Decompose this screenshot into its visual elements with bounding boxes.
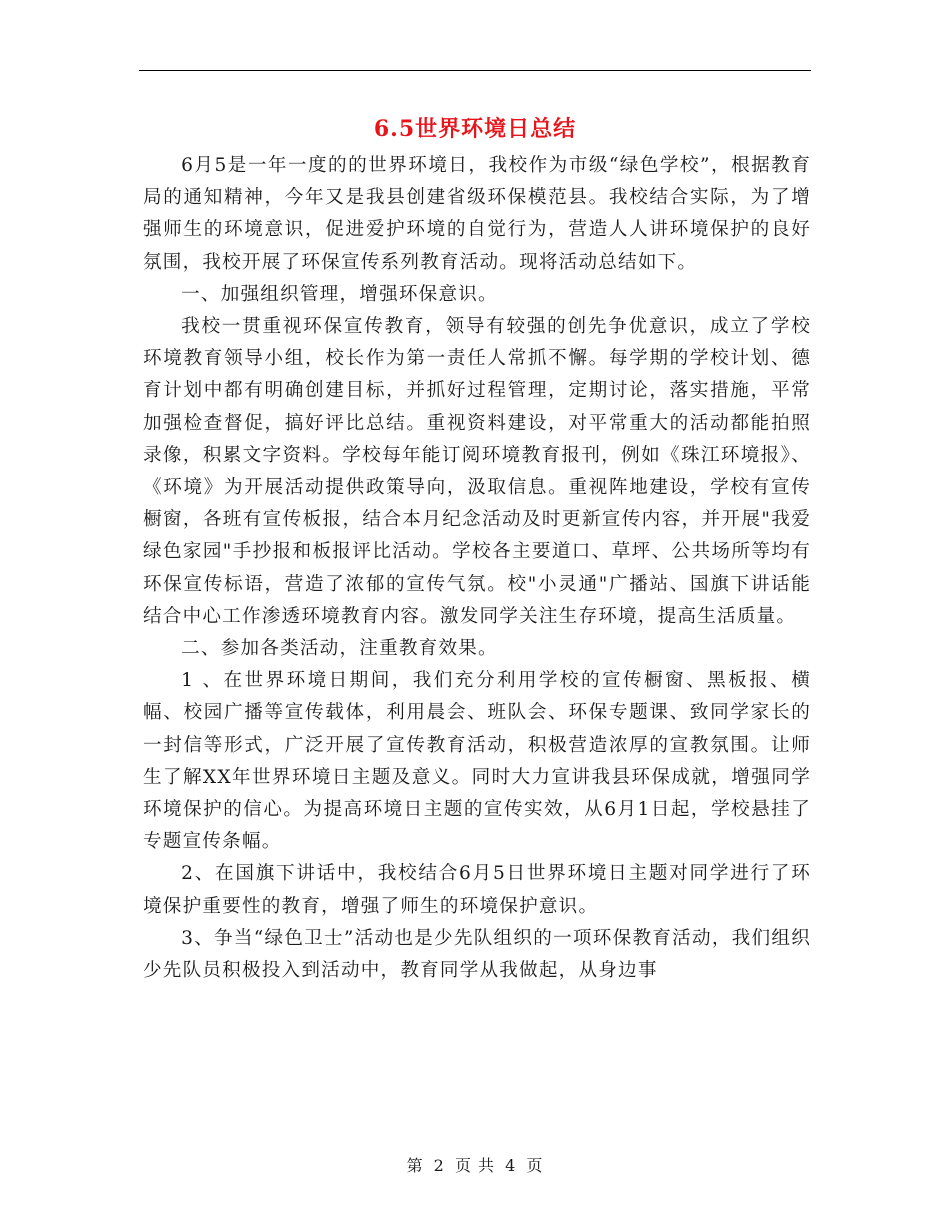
paragraph-organization: 我校一贯重视环保宣传教育，领导有较强的创先争优意识，成立了学校环境教育领导小组，校长作为第一责任人常抓不懈。每学期的学校计划、德育计划中都有明确创建目标，并抓好过程管理，定期讨论，落实措施，平常加强检查督促，搞好评比总结。重视资料建设，对平常重大的活动都能拍照录像，积累文字资料。学校每年能订阅环境教育报刊，例如《珠江环境报》、《环境》为开展活动提供政策导向，汲取信息。重视阵地建设，学校有宣传橱窗，各班有宣传板报，结合本月纪念活动及时更新宣传内容，并开展"我爱绿色家园"手抄报和板报评比活动。学校各主要道口、草坪、公共场所等均有环保宣传标语，营造了浓郁的宣传气氛。校"小灵通"广播站、国旗下讲话能结合中心工作渗透环境教育内容。激发同学关注生存环境，提高生活质量。 — [143, 316, 811, 627]
footer-current-page: 2 — [433, 1156, 445, 1175]
document-body — [143, 150, 811, 987]
paragraph-item-1: 1 、在世界环境日期间，我们充分利用学校的宣传橱窗、黑板报、横幅、校园广播等宣传载体，利用晨会、班队会、环保专题课、致同学家长的一封信等形式，广泛开展了宣传教育活动，积极营造浓厚的宣教氛围。让师生了解XX年世界环境日主题及意义。同时大力宣讲我县环保成就，增强同学环境保护的信心。为提高环境日主题的宣传实效，从6月1日起，学校悬挂了专题宣传条幅。 — [143, 670, 811, 853]
page-footer — [0, 1153, 950, 1176]
footer-middle: 页 共 — [454, 1156, 496, 1175]
paragraph-item-3: 3、争当“绿色卫士”活动也是少先队组织的一项环保教育活动，我们组织少先队员积极投入到活动中，教育同学从我做起，从身边事 — [143, 927, 811, 982]
footer-total-pages: 4 — [505, 1156, 517, 1175]
paragraph-intro: 6月5是一年一度的的世界环境日，我校作为市级“绿色学校”，根据教育局的通知精神，今年又是我县创建省级环保模范县。我校结合实际，为了增强师生的环境意识，促进爱护环境的自觉行为，营造人人讲环境保护的良好氛围，我校开展了环保宣传系列教育活动。现将活动总结如下。 — [143, 155, 811, 273]
section-heading-2: 二、参加各类活动，注重教育效果。 — [181, 638, 498, 660]
document-title: 6.5世界环境日总结 — [373, 116, 577, 142]
section-heading-1: 一、加强组织管理，增强环保意识。 — [181, 283, 498, 305]
paragraph-item-2: 2、在国旗下讲话中，我校结合6月5日世界环境日主题对同学进行了环境保护重要性的教育，增强了师生的环境保护意识。 — [143, 863, 811, 917]
header-rule — [139, 70, 811, 71]
footer-prefix: 第 — [406, 1156, 424, 1175]
footer-suffix: 页 — [526, 1156, 544, 1175]
